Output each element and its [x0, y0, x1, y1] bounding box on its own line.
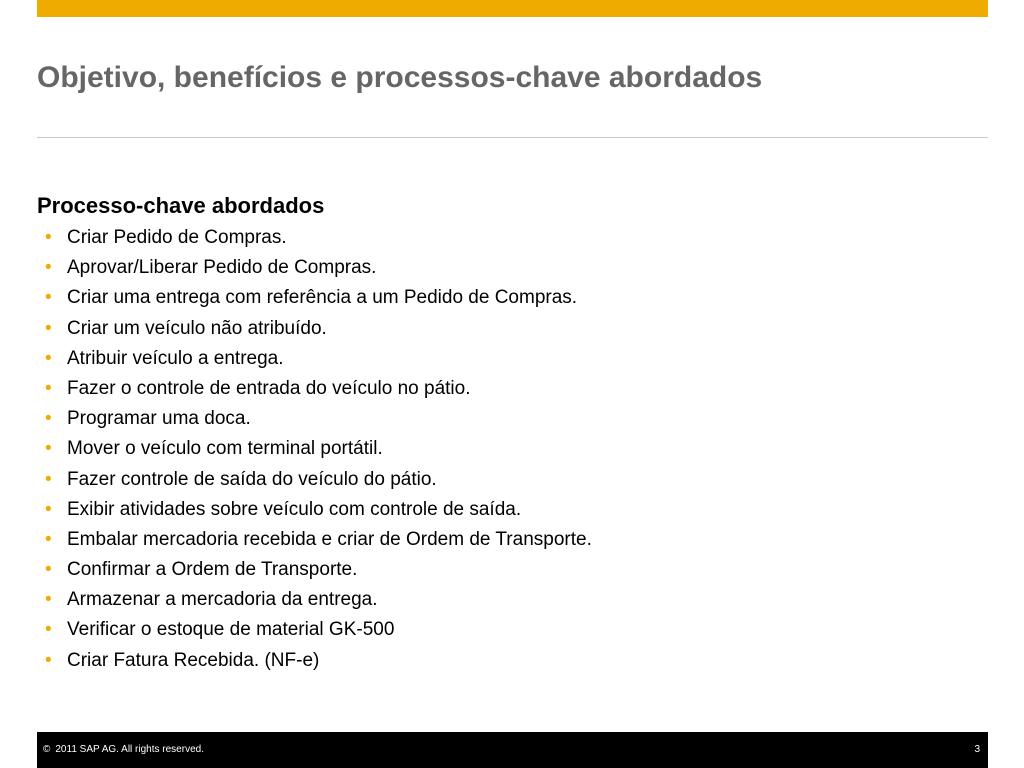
bullet-dot-icon: • — [45, 498, 52, 520]
bullet-dot-icon: • — [45, 227, 52, 248]
list-item — [45, 465, 592, 495]
list-item — [45, 555, 592, 585]
list-item — [45, 434, 592, 464]
list-item — [45, 615, 592, 645]
list-item — [45, 495, 592, 525]
section-heading: Processo-chave abordados — [37, 193, 325, 218]
footer-copyright — [43, 732, 204, 768]
list-item-text: Fazer o controle de entrada do veículo no pátio. — [67, 377, 471, 399]
list-item — [45, 525, 592, 555]
list-item-text: Embalar mercadoria recebida e criar de Ordem de Transporte. — [67, 528, 592, 550]
bullet-dot-icon: • — [45, 257, 52, 279]
bullet-dot-icon: • — [45, 317, 52, 339]
bullet-dot-icon: • — [45, 438, 52, 460]
bullet-dot-icon: • — [45, 377, 52, 399]
bullet-dot-icon: • — [45, 619, 52, 641]
bullet-dot-icon: • — [45, 559, 52, 581]
list-item — [45, 283, 592, 313]
list-item — [45, 646, 592, 676]
list-item-text: Verificar o estoque de material GK-500 — [67, 619, 395, 641]
list-item — [45, 374, 592, 404]
title-divider — [37, 137, 988, 138]
list-item — [45, 314, 592, 344]
list-item-text: Fazer controle de saída do veículo do pátio. — [67, 468, 437, 490]
bullet-dot-icon: • — [45, 649, 52, 671]
bullet-dot-icon: • — [45, 528, 52, 550]
bullet-dot-icon: • — [45, 468, 52, 490]
page-number: 3 — [974, 744, 980, 755]
copyright-symbol: © — [43, 744, 51, 755]
bullet-dot-icon: • — [45, 589, 52, 611]
list-item — [45, 344, 592, 374]
list-item — [45, 585, 592, 615]
list-item — [45, 253, 592, 283]
list-item — [45, 223, 592, 253]
bullet-dot-icon: • — [45, 347, 52, 369]
footer-bar — [37, 732, 988, 768]
slide-title: Objetivo, benefícios e processos-chave abordados — [37, 61, 763, 94]
list-item-text: Exibir atividades sobre veículo com controle de saída. — [67, 498, 522, 520]
bullet-dot-icon: • — [45, 287, 52, 309]
list-item-text: Criar Fatura Recebida. (NF-e) — [67, 649, 320, 671]
list-item-text: Criar um veículo não atribuído. — [67, 317, 327, 339]
list-item-text: Criar Pedido de Compras. — [67, 227, 287, 248]
list-item-text: Armazenar a mercadoria da entrega. — [67, 589, 378, 611]
list-item-text: Criar uma entrega com referência a um Pedido de Compras. — [67, 287, 578, 309]
bullet-dot-icon: • — [45, 408, 52, 430]
list-item-text: Atribuir veículo a entrega. — [67, 347, 284, 369]
top-accent-bar — [37, 0, 988, 17]
bullet-list — [45, 223, 592, 676]
list-item-text: Aprovar/Liberar Pedido de Compras. — [67, 257, 377, 279]
copyright-text: 2011 SAP AG. All rights reserved. — [55, 744, 204, 755]
list-item-text: Programar uma doca. — [67, 408, 251, 430]
list-item — [45, 404, 592, 434]
list-item-text: Mover o veículo com terminal portátil. — [67, 438, 383, 460]
list-item-text: Confirmar a Ordem de Transporte. — [67, 559, 358, 581]
